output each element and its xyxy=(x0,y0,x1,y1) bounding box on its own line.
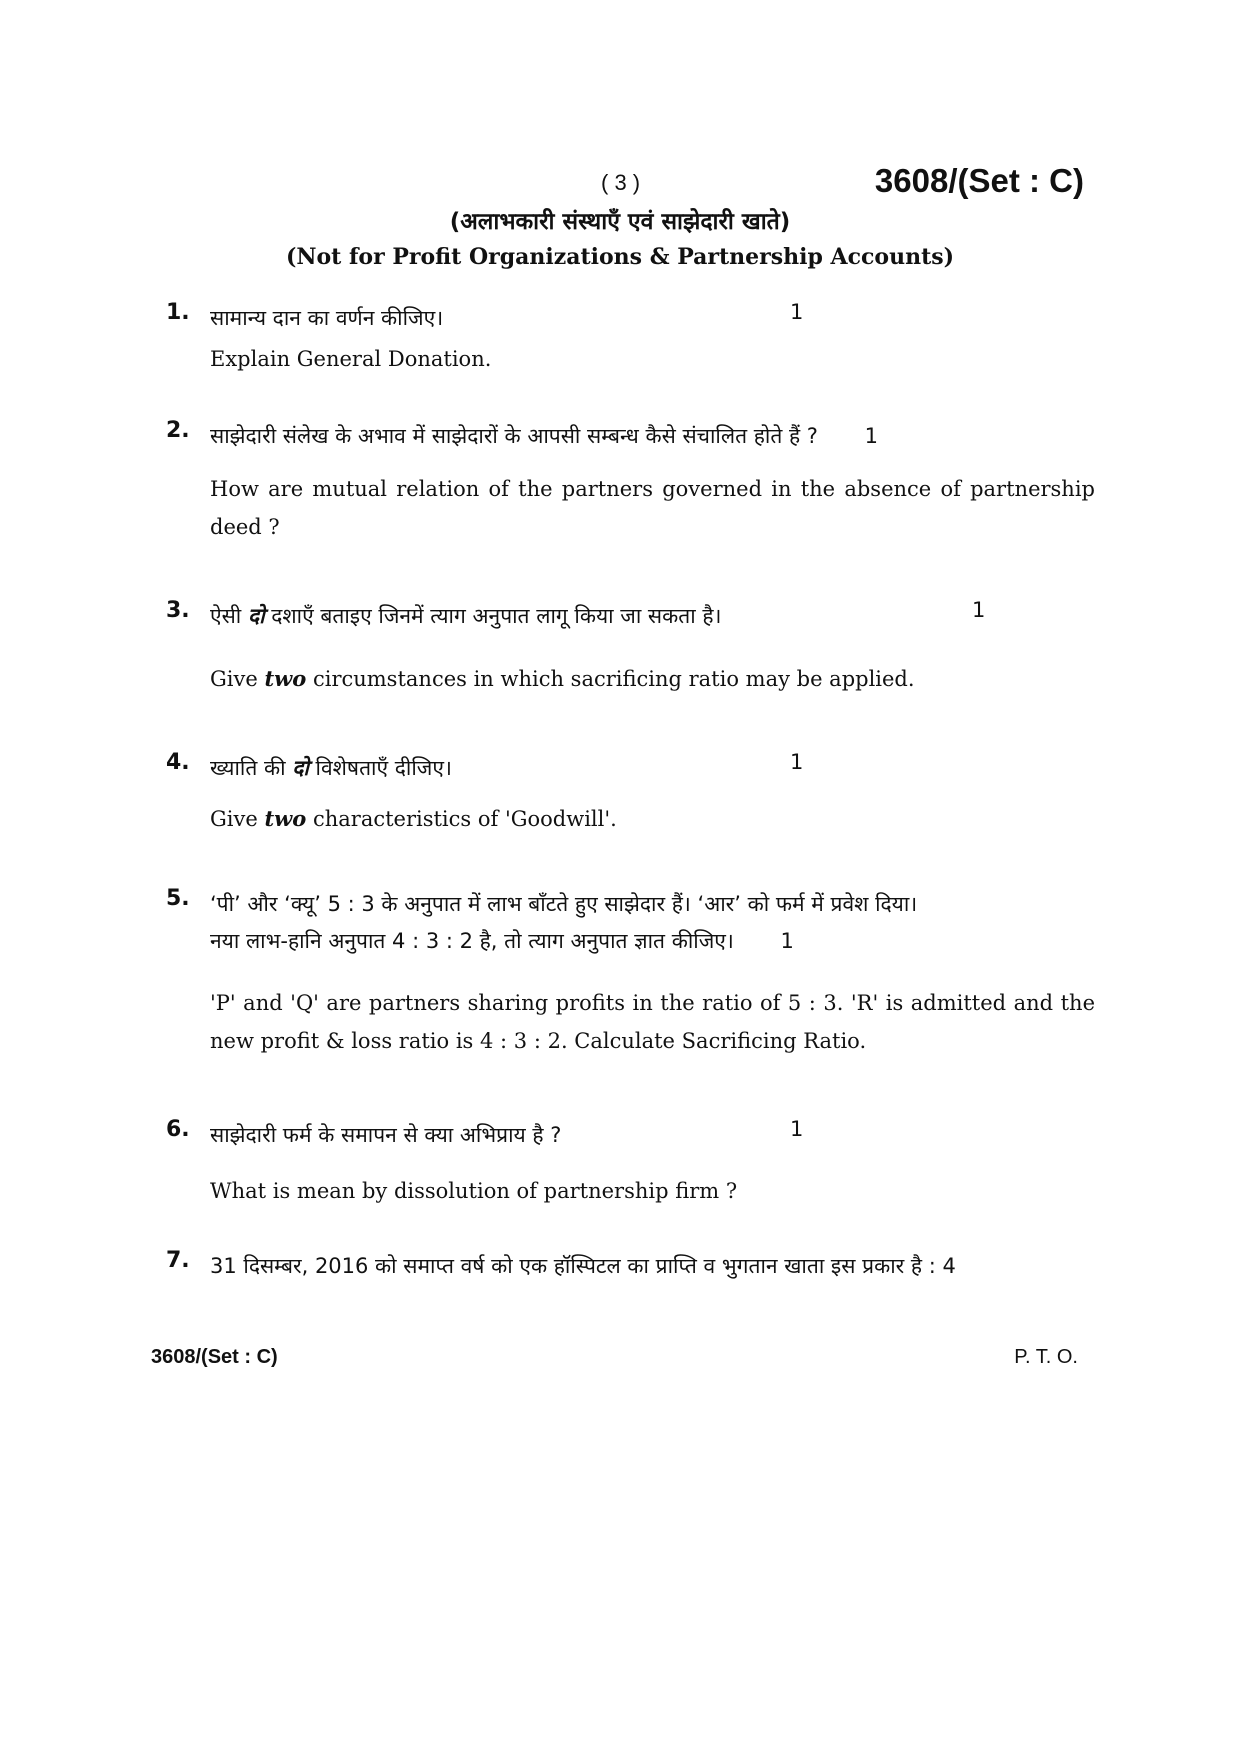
question-text-hindi: साझेदारी फर्म के समापन से क्या अभिप्राय है ? xyxy=(210,1123,562,1147)
question-text-english-pre: Give xyxy=(210,807,258,831)
question-number: 2. xyxy=(166,418,190,443)
question-text-english: What is mean by dissolution of partnership firm ? xyxy=(210,1179,738,1203)
emphasis-two-hindi: दो xyxy=(292,756,309,780)
question-number: 3. xyxy=(166,598,190,623)
paper-code-footer: 3608/(Set : C) xyxy=(151,1346,278,1368)
please-turn-over: P. T. O. xyxy=(1014,1346,1078,1368)
question-number: 7. xyxy=(166,1248,190,1273)
question-number: 4. xyxy=(166,750,190,775)
question-marks: 1 xyxy=(780,929,794,953)
question-text-english: Explain General Donation. xyxy=(210,347,492,371)
question-number: 1. xyxy=(166,300,190,325)
question-marks: 1 xyxy=(790,1117,804,1141)
emphasis-two-english: two xyxy=(264,666,307,691)
question-text-english: How are mutual relation of the partners governed in the absence of partnership deed ? xyxy=(210,477,1095,539)
question-marks: 1 xyxy=(790,300,804,324)
question-marks: 1 xyxy=(864,424,879,448)
question-text-english: 'P' and 'Q' are partners sharing profits in the ratio of 5 : 3. 'R' is admitted and the new profit & loss ratio is 4 : 3 : 2. Calculate Sacrificing Ratio. xyxy=(210,991,1095,1053)
question-text-hindi: साझेदारी संलेख के अभाव में साझेदारों के आपसी सम्बन्ध कैसे संचालित होते हैं ? xyxy=(210,424,818,448)
question-text-hindi-post: दशाएँ बताइए जिनमें त्याग अनुपात लागू किया जा सकता है। xyxy=(271,604,722,628)
emphasis-two-hindi: दो xyxy=(247,604,265,628)
page-number: ( 3 ) xyxy=(601,170,641,195)
question-text-hindi-pre: ऐसी xyxy=(210,604,242,628)
section-title-hindi: (अलाभकारी संस्थाएँ एवं साझेदारी खाते) xyxy=(449,209,791,235)
paper-code-header: 3608/(Set : C) xyxy=(874,162,1084,199)
emphasis-two-english: two xyxy=(264,806,307,831)
question-text-hindi-post: विशेषताएँ दीजिए। xyxy=(315,756,452,780)
question-number: 5. xyxy=(166,886,190,911)
question-marks: 1 xyxy=(790,750,804,774)
question-text-hindi: सामान्य दान का वर्णन कीजिए। xyxy=(210,306,444,330)
section-title-english: (Not for Profit Organizations & Partnership Accounts) xyxy=(285,244,955,270)
question-marks: 1 xyxy=(972,598,986,622)
question-text-english-post: characteristics of 'Goodwill'. xyxy=(312,807,617,831)
question-text-hindi-line-2: नया लाभ-हानि अनुपात 4 : 3 : 2 है, तो त्याग अनुपात ज्ञात कीजिए। xyxy=(210,929,734,953)
question-text-hindi-line-1: ‘पी’ और ‘क्यू’ 5 : 3 के अनुपात में लाभ बाँटते हुए साझेदार हैं। ‘आर’ को फर्म में प्रवेश दिया। xyxy=(210,892,918,916)
question-text-english-post: circumstances in which sacrificing ratio may be applied. xyxy=(312,667,915,691)
question-text-hindi-pre: ख्याति की xyxy=(210,756,286,780)
question-text-hindi: 31 दिसम्बर, 2016 को समाप्त वर्ष को एक हॉस्पिटल का प्राप्ति व भुगतान खाता इस प्रकार है : xyxy=(210,1254,936,1278)
question-marks: 4 xyxy=(942,1254,956,1278)
question-number: 6. xyxy=(166,1117,190,1142)
question-text-english-pre: Give xyxy=(210,667,258,691)
